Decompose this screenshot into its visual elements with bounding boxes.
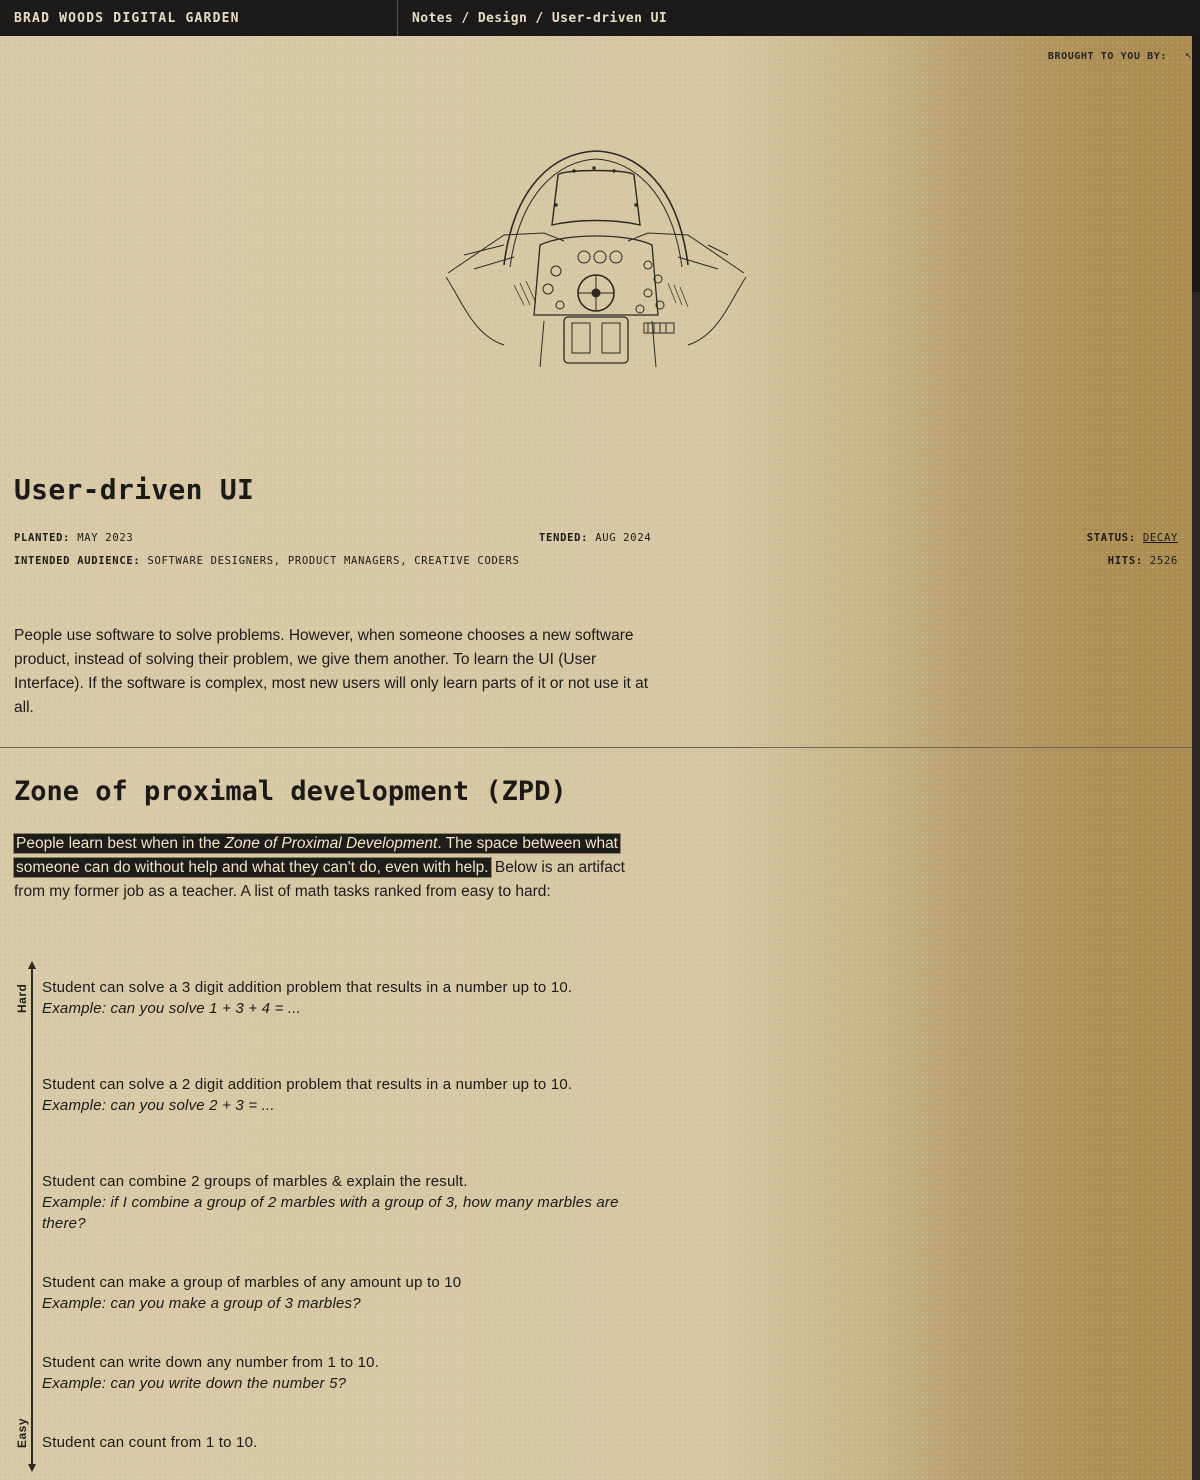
cockpit-illustration bbox=[444, 145, 748, 377]
site-brand[interactable]: BRAD WOODS DIGITAL GARDEN bbox=[14, 11, 240, 26]
sponsor-label: BROUGHT TO YOU BY: bbox=[1047, 51, 1167, 62]
list-item: Student can write down any number from 1 to 10. Example: can you write down the number 5? bbox=[42, 1354, 380, 1392]
axis-label-easy: Easy bbox=[15, 1417, 29, 1448]
arrow-icon[interactable]: ↖ bbox=[1185, 48, 1192, 61]
axis-label-hard: Hard bbox=[15, 983, 29, 1013]
scrollbar-thumb[interactable] bbox=[1192, 36, 1200, 292]
breadcrumb bbox=[412, 11, 667, 26]
list-item: Student can make a group of marbles of any amount up to 10 Example: can you make a group of 3 marbles? bbox=[42, 1274, 462, 1312]
breadcrumb-current: User-driven UI bbox=[551, 11, 668, 26]
arrow-down-icon bbox=[28, 1464, 36, 1472]
list-item: Student can combine 2 groups of marbles & explain the result. Example: if I combine a group of 2 marbles with a group of 3, how many marbles are there? bbox=[42, 1173, 619, 1232]
status-link[interactable]: DECAY bbox=[1142, 532, 1178, 544]
top-bar bbox=[0, 0, 1200, 36]
difficulty-axis bbox=[31, 964, 33, 1468]
intro-paragraph: People use software to solve problems. However, when someone chooses a new software product, instead of solving their problem, we give them another. To learn the UI (User Interface). If the software is complex, most new users will only learn parts of it or not use it at all. bbox=[14, 627, 649, 716]
list-item: Student can count from 1 to 10. bbox=[42, 1434, 258, 1451]
breadcrumb-separator: / bbox=[527, 11, 552, 26]
section-heading-zpd: Zone of proximal development (ZPD) bbox=[14, 776, 567, 807]
breadcrumb-separator: / bbox=[453, 11, 478, 26]
section-divider bbox=[0, 747, 1192, 748]
breadcrumb-design[interactable]: Design bbox=[477, 11, 528, 26]
zpd-paragraph: People learn best when in the Zone of Proximal Development. The space between what someone can do without help and what they can't do, even with help. Below is an artifact from my former job as a teacher. A list of math tasks ranked from easy to hard: bbox=[14, 835, 625, 900]
breadcrumb-notes[interactable]: Notes bbox=[412, 11, 454, 26]
highlighted-definition: People learn best when in the Zone of Proximal Development. The space between what someone can do without help and what they can't do, even with help. bbox=[16, 835, 618, 876]
list-item: Student can solve a 2 digit addition problem that results in a number up to 10. Example: can you solve 2 + 3 = ... bbox=[42, 1076, 573, 1114]
hit-counter: HITS: 2526 bbox=[1107, 555, 1178, 567]
planted-date: PLANTED: MAY 2023 bbox=[14, 532, 134, 544]
page-title: User-driven UI bbox=[14, 473, 255, 506]
intended-audience: INTENDED AUDIENCE: SOFTWARE DESIGNERS, PRODUCT MANAGERS, CREATIVE CODERS bbox=[14, 555, 520, 567]
status: STATUS: DECAY bbox=[1086, 532, 1178, 544]
list-item: Student can solve a 3 digit addition problem that results in a number up to 10. Example: can you solve 1 + 3 + 4 = ... bbox=[42, 979, 573, 1017]
tended-date: TENDED: AUG 2024 bbox=[539, 532, 652, 544]
top-bar-divider bbox=[397, 0, 398, 36]
